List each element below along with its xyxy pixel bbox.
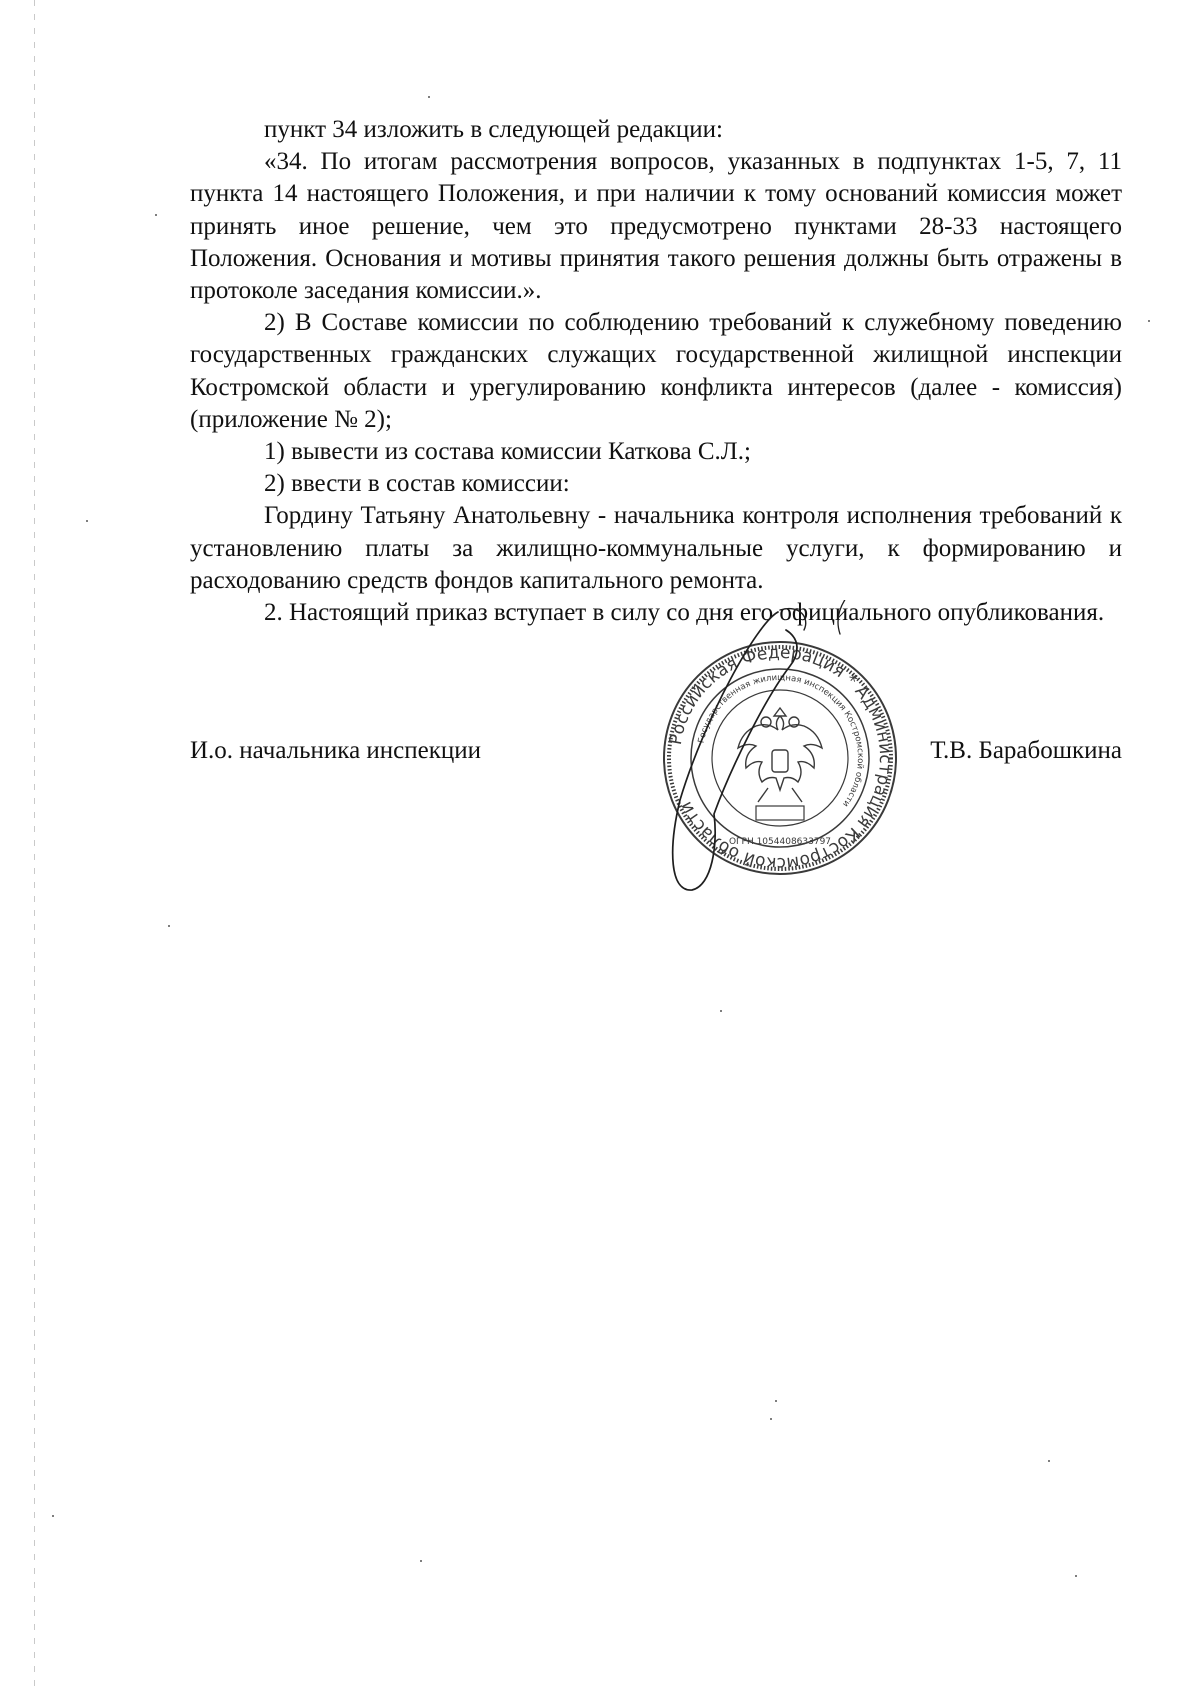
signer-title: И.о. начальника инспекции (190, 737, 482, 764)
scan-speck (155, 214, 157, 216)
handwritten-signature (660, 600, 960, 900)
paragraph-7: 2. Настоящий приказ вступает в силу со дня его официального опубликования. (264, 599, 1105, 627)
scan-speck (52, 1515, 54, 1517)
paragraph-4: 1) вывести из состава комиссии Каткова С.Л.; (264, 438, 751, 466)
paragraph-1: пункт 34 изложить в следующей редакции: (264, 116, 723, 143)
paragraph-3: 2) В Составе комиссии по соблюдению требований к служебному поведению государственных гражданских служащих государственной жилищной инспекции Костромской области и урегулированию конфликта интересов (далее - комиссия) (приложение № 2); (190, 309, 1122, 433)
seal-outer-text: Российская Федерация * Администрация Костромской области (665, 642, 896, 874)
scan-speck (168, 925, 170, 927)
paragraph-5: 2) ввести в состав комиссии: (264, 470, 570, 498)
scan-speck (420, 1560, 422, 1562)
scan-speck (1048, 1460, 1050, 1462)
scan-speck (775, 1400, 777, 1402)
document-body (190, 114, 1122, 629)
signer-name: Т.В. Барабошкина (930, 737, 1122, 764)
paragraph-2: «34. По итогам рассмотрения вопросов, указанных в подпунктах 1-5, 7, 11 пункта 14 настоящего Положения, и при наличии к тому оснований комиссия может принять иное решение, чем это предусмотрено пунктами 28-33 настоящего Положения. Основания и мотивы принятия такого решения должны быть отражены в протоколе заседания комиссии.». (190, 148, 1122, 305)
scan-speck (770, 1418, 772, 1420)
scan-speck (86, 520, 88, 522)
signature-block (190, 735, 1122, 775)
scan-speck (720, 1010, 722, 1012)
scan-speck (428, 96, 430, 98)
scan-speck (1075, 1575, 1077, 1577)
seal-inner-text: Государственная жилищная инспекция Костромской области (696, 672, 866, 809)
scan-edge-artifact (34, 0, 35, 1694)
paragraph-6: Гордину Татьяну Анатольевну - начальника контроля исполнения требований к установлению платы за жилищно-коммунальные услуги, к формированию и расходованию средств фондов капитального ремонта. (190, 502, 1122, 594)
scan-speck (1148, 320, 1150, 322)
seal-registration-number: ОГРН 1054408633797 (728, 837, 832, 847)
